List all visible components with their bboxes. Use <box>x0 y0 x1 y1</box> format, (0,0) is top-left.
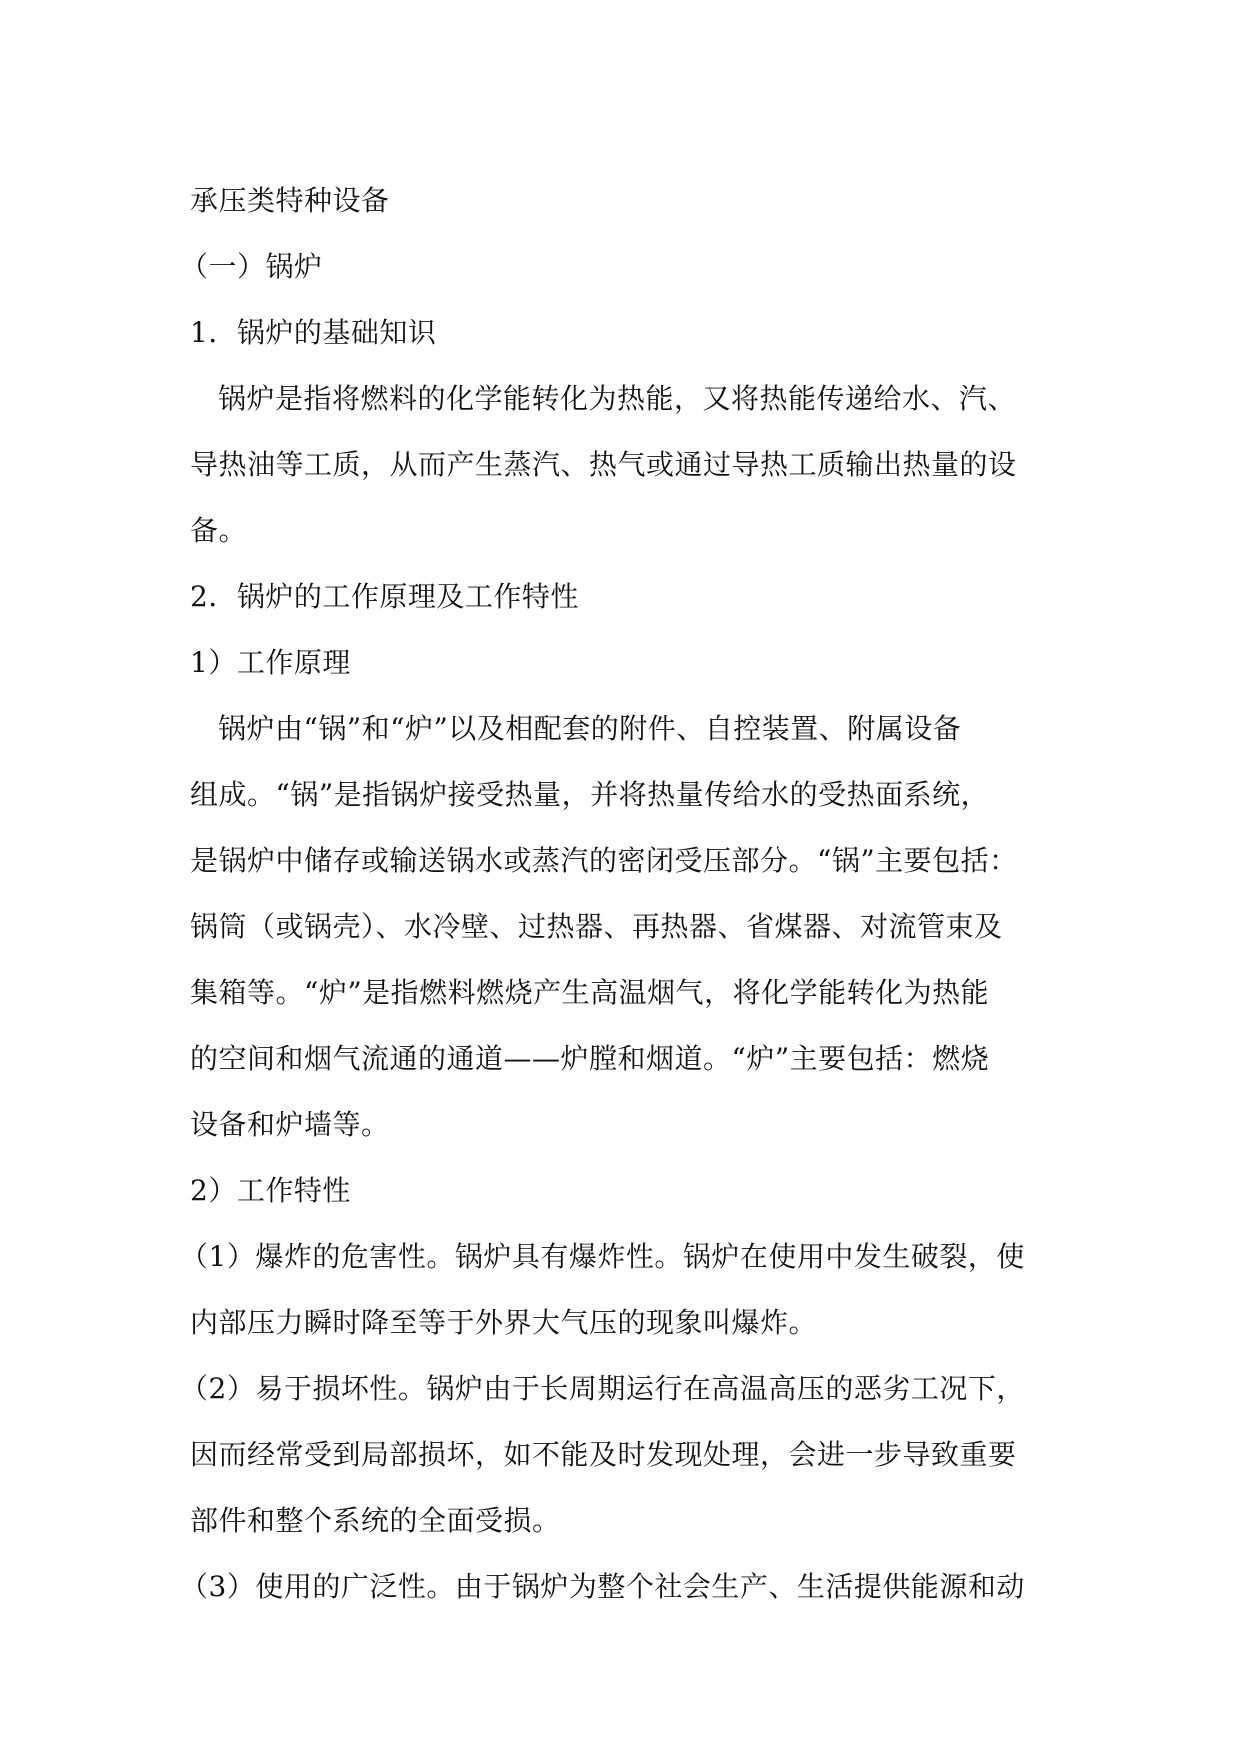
paragraph-line <box>190 1092 1070 1158</box>
paragraph-line <box>190 1026 1070 1092</box>
paragraph-text: 因而经常受到局部损坏，如不能及时发现处理，会进一步导致重要 <box>190 1438 1017 1471</box>
subsection-title <box>180 234 1070 300</box>
paragraph-line <box>190 894 1070 960</box>
list-item-3 <box>180 1554 1070 1620</box>
subheading-1 <box>190 630 1070 696</box>
paragraph-line <box>190 762 1070 828</box>
list-item-text: （3）使用的广泛性。由于锅炉为整个社会生产、生活提供能源和动 <box>180 1570 1025 1603</box>
heading-2 <box>190 564 1070 630</box>
heading-2-text: 2．锅炉的工作原理及工作特性 <box>190 580 579 613</box>
paragraph-line <box>190 498 1070 564</box>
paragraph-text: 的空间和烟气流通的通道——炉膛和烟道。“炉”主要包括：燃烧 <box>190 1042 990 1075</box>
list-item-text: （2）易于损坏性。锅炉由于长周期运行在高温高压的恶劣工况下， <box>180 1372 1025 1405</box>
document-body <box>180 168 1070 1620</box>
paragraph-text: 锅炉由“锅”和“炉”以及相配套的附件、自控装置、附属设备 <box>218 712 962 745</box>
subheading-2 <box>190 1158 1070 1224</box>
paragraph-text: 锅筒（或锅壳）、水冷壁、过热器、再热器、省煤器、对流管束及 <box>190 910 1003 943</box>
paragraph-text: 部件和整个系统的全面受损。 <box>190 1504 561 1537</box>
subsection-title-text: （一）锅炉 <box>180 250 323 283</box>
paragraph-text: 组成。“锅”是指锅炉接受热量，并将热量传给水的受热面系统， <box>190 778 990 811</box>
paragraph-line <box>190 432 1070 498</box>
paragraph-line <box>190 696 1070 762</box>
section-title-text: 承压类特种设备 <box>190 184 390 217</box>
paragraph-line <box>190 366 1070 432</box>
paragraph-line <box>190 960 1070 1026</box>
heading-1 <box>190 300 1070 366</box>
list-item-1 <box>180 1224 1070 1290</box>
paragraph-text: 锅炉是指将燃料的化学能转化为热能，又将热能传递给水、汽、 <box>218 382 1017 415</box>
paragraph-text: 设备和炉墙等。 <box>190 1108 390 1141</box>
subheading-2-text: 2）工作特性 <box>190 1174 351 1207</box>
paragraph-line <box>190 1422 1070 1488</box>
list-item-2 <box>180 1356 1070 1422</box>
paragraph-text: 是锅炉中储存或输送锅水或蒸汽的密闭受压部分。“锅”主要包括： <box>190 844 1018 877</box>
section-title <box>190 168 1070 234</box>
paragraph-text: 集箱等。“炉”是指燃料燃烧产生高温烟气，将化学能转化为热能 <box>190 976 990 1009</box>
paragraph-line <box>190 1290 1070 1356</box>
list-item-text: （1）爆炸的危害性。锅炉具有爆炸性。锅炉在使用中发生破裂，使 <box>180 1240 1025 1273</box>
paragraph-line <box>190 828 1070 894</box>
paragraph-text: 备。 <box>190 514 248 547</box>
paragraph-text: 导热油等工质，从而产生蒸汽、热气或通过导热工质输出热量的设 <box>190 448 1017 481</box>
paragraph-text: 内部压力瞬时降至等于外界大气压的现象叫爆炸。 <box>190 1306 818 1339</box>
subheading-1-text: 1）工作原理 <box>190 646 351 679</box>
paragraph-line <box>190 1488 1070 1554</box>
heading-1-text: 1．锅炉的基础知识 <box>190 316 437 349</box>
